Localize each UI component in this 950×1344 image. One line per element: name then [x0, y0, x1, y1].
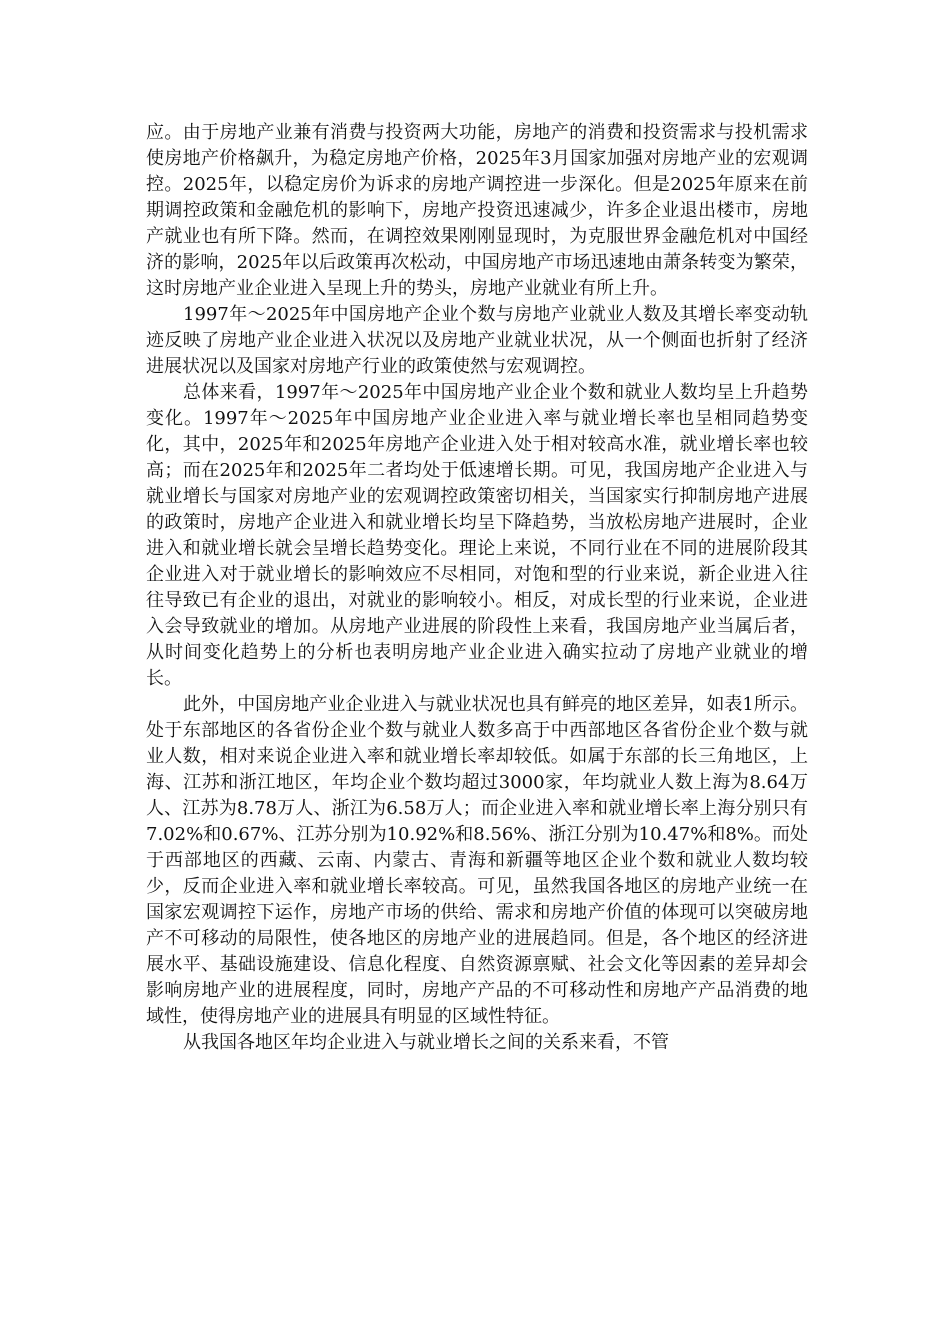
paragraph-4: 此外，中国房地产业企业进入与就业状况也具有鲜亮的地区差异，如表1所示。处于东部地区的各省份企业个数与就业人数多高于中西部地区各省份企业个数与就业人数，相对来说企业进入率和就业增长率却较低。如属于东部的长三角地区，上海、江苏和浙江地区，年均企业个数均超过3000家，年均就业人数上海为8.64万人、江苏为8.78万人、浙江为6.58万人；而企业进入率和就业增长率上海分别只有7.02%和0.67%、江苏分别为10.92%和8.56%、浙江分别为10.47%和8%。而处于西部地区的西藏、云南、内蒙古、青海和新疆等地区企业个数和就业人数均较少，反而企业进入率和就业增长率较高。可见，虽然我国各地区的房地产业统一在国家宏观调控下运作，房地产市场的供给、需求和房地产价值的体现可以突破房地产不可移动的局限性，使各地区的房地产业的进展趋同。但是，各个地区的经济进展水平、基础设施建设、信息化程度、自然资源禀赋、社会文化等因素的差异却会影响房地产业的进展程度，同时，房地产产品的不可移动性和房地产产品消费的地域性，使得房地产业的进展具有明显的区域性特征。 [146, 694, 808, 1027]
paragraph-2: 1997年～2025年中国房地产企业个数与房地产业就业人数及其增长率变动轨迹反映了房地产业企业进入状况以及房地产业就业状况，从一个侧面也折射了经济进展状况以及国家对房地产行业的政策使然与宏观调控。 [146, 304, 808, 377]
paragraph-1: 应。由于房地产业兼有消费与投资两大功能，房地产的消费和投资需求与投机需求使房地产价格飙升，为稳定房地产价格，2025年3月国家加强对房地产业的宏观调控。2025年，以稳定房价为诉求的房地产调控进一步深化。但是2025年原来在前期调控政策和金融危机的影响下，房地产投资迅速减少，许多企业退出楼市，房地产就业也有所下降。然而，在调控效果刚刚显现时，为克服世界金融危机对中国经济的影响，2025年以后政策再次松动，中国房地产市场迅速地由萧条转变为繁荣，这时房地产业企业进入呈现上升的势头，房地产业就业有所上升。 [146, 122, 808, 299]
paragraph-3: 总体来看，1997年～2025年中国房地产业企业个数和就业人数均呈上升趋势变化。1997年～2025年中国房地产业企业进入率与就业增长率也呈相同趋势变化，其中，2025年和2025年房地产企业进入处于相对较高水准，就业增长率也较高；而在2025年和2025年二者均处于低速增长期。可见，我国房地产企业进入与就业增长与国家对房地产业的宏观调控政策密切相关，当国家实行抑制房地产进展的政策时，房地产企业进入和就业增长均呈下降趋势，当放松房地产进展时，企业进入和就业增长就会呈增长趋势变化。理论上来说，不同行业在不同的进展阶段其企业进入对于就业增长的影响效应不尽相同，对饱和型的行业来说，新企业进入往往导致已有企业的退出，对就业的影响较小。相反，对成长型的行业来说，企业进入会导致就业的增加。从房地产业进展的阶段性上来看，我国房地产业当属后者，从时间变化趋势上的分析也表明房地产业企业进入确实拉动了房地产业就业的增长。 [146, 382, 808, 689]
document-page [146, 120, 808, 1056]
paragraph-5: 从我国各地区年均企业进入与就业增长之间的关系来看，不管 [183, 1032, 669, 1053]
